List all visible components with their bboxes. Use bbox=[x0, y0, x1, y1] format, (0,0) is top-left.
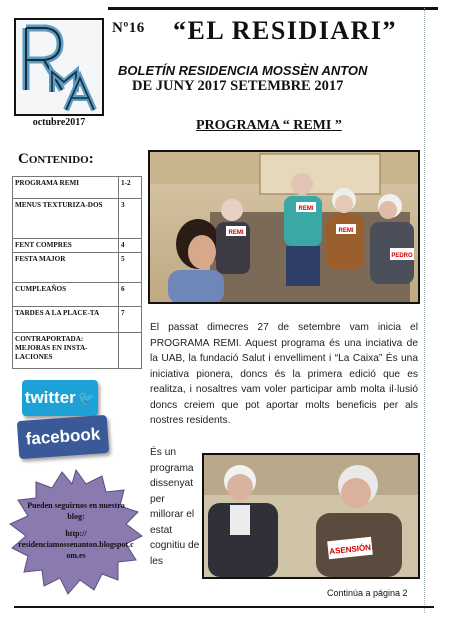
contents-item-page: 3 bbox=[119, 199, 142, 239]
contents-item-page: 6 bbox=[119, 283, 142, 307]
bottom-rule bbox=[14, 606, 434, 608]
issue-number: Nº16 bbox=[112, 20, 145, 36]
residents-photo bbox=[202, 453, 420, 579]
name-badge-1: REMI bbox=[228, 230, 244, 236]
blog-info bbox=[18, 500, 134, 561]
contents-row[interactable] bbox=[13, 177, 142, 199]
residence-logo bbox=[14, 18, 104, 116]
newsletter-title: “EL RESIDIARI” bbox=[173, 16, 398, 45]
contents-heading: Contenido: bbox=[18, 151, 94, 167]
twitter-label: twitter bbox=[24, 388, 76, 407]
facebook-label: facebook bbox=[25, 424, 101, 449]
contents-item-label: MENUS TEXTURIZA-DOS bbox=[13, 199, 119, 239]
contents-item-page: 4 bbox=[119, 239, 142, 253]
contents-item-label: TARDES A LA PLACE-TA bbox=[13, 307, 119, 333]
facebook-button[interactable] bbox=[17, 415, 109, 459]
contents-item-label: PROGRAMA REMI bbox=[13, 177, 119, 199]
contents-row[interactable] bbox=[13, 333, 142, 369]
group-activity-photo bbox=[148, 150, 420, 304]
contents-row[interactable] bbox=[13, 307, 142, 333]
continue-note: Continúa a página 2 bbox=[327, 588, 408, 598]
contents-item-page bbox=[119, 333, 142, 369]
page-margin-guide bbox=[424, 8, 425, 613]
contents-row[interactable] bbox=[13, 199, 142, 239]
article-paragraph-1: El passat dimecres 27 de setembre vam inicia el PROGRAMA REMI. Aquest programa és una inciativa de la UAB, la fundació Salut i envelliment i “La Caixa” És una iniciativa pionera, doncs és la primera edició que es realitza, i nosaltres vam voler participar amb molta il·lusió doncs creiem que pot aportar molts beneficis per als nostres residents. bbox=[150, 322, 418, 426]
contents-item-label: FENT COMPRES bbox=[13, 239, 119, 253]
residents-photo-illustration bbox=[204, 455, 418, 577]
blog-url-prefix[interactable]: http:// bbox=[65, 529, 87, 538]
top-rule bbox=[108, 7, 438, 10]
contents-item-label: CONTRAPORTADA: MEJORAS EN INSTA-LACIONES bbox=[13, 333, 119, 369]
contents-item-label: CUMPLEAÑOS bbox=[13, 283, 119, 307]
newsletter-subtitle: BOLETÍN RESIDENCIA MOSSÈN ANTON bbox=[118, 63, 368, 78]
name-badge-2: REMI bbox=[298, 206, 314, 212]
rma-monogram-icon bbox=[16, 20, 102, 114]
name-badge-3: REMI bbox=[338, 228, 354, 234]
twitter-bird-icon: 🐦 bbox=[77, 389, 96, 406]
contents-row[interactable] bbox=[13, 253, 142, 283]
article-paragraph-2: És un programa dissenyat per millorar el estat cognitiu de les bbox=[150, 447, 200, 567]
contents-row[interactable] bbox=[13, 283, 142, 307]
contents-item-page: 1-2 bbox=[119, 177, 142, 199]
contents-item-page: 7 bbox=[119, 307, 142, 333]
contents-row[interactable] bbox=[13, 239, 142, 253]
logo-date: octubre2017 bbox=[32, 117, 86, 128]
blog-intro-text: Pueden seguirnos en nuestro blog: bbox=[27, 501, 125, 521]
blog-url[interactable]: residenciamossenanton.blogspot.com.es bbox=[18, 540, 134, 560]
contents-item-label: FESTA MAJOR bbox=[13, 253, 119, 283]
group-photo-illustration bbox=[150, 152, 418, 302]
section-heading: PROGRAMA “ REMI ” bbox=[196, 118, 342, 133]
contents-item-page: 5 bbox=[119, 253, 142, 283]
name-badge-5: ASENSIÓN bbox=[328, 542, 372, 557]
twitter-button[interactable] bbox=[22, 380, 98, 416]
name-badge-4: PEDRO bbox=[391, 253, 413, 259]
issue-dates: DE JUNY 2017 SETEMBRE 2017 bbox=[132, 78, 344, 94]
contents-table bbox=[12, 176, 142, 369]
